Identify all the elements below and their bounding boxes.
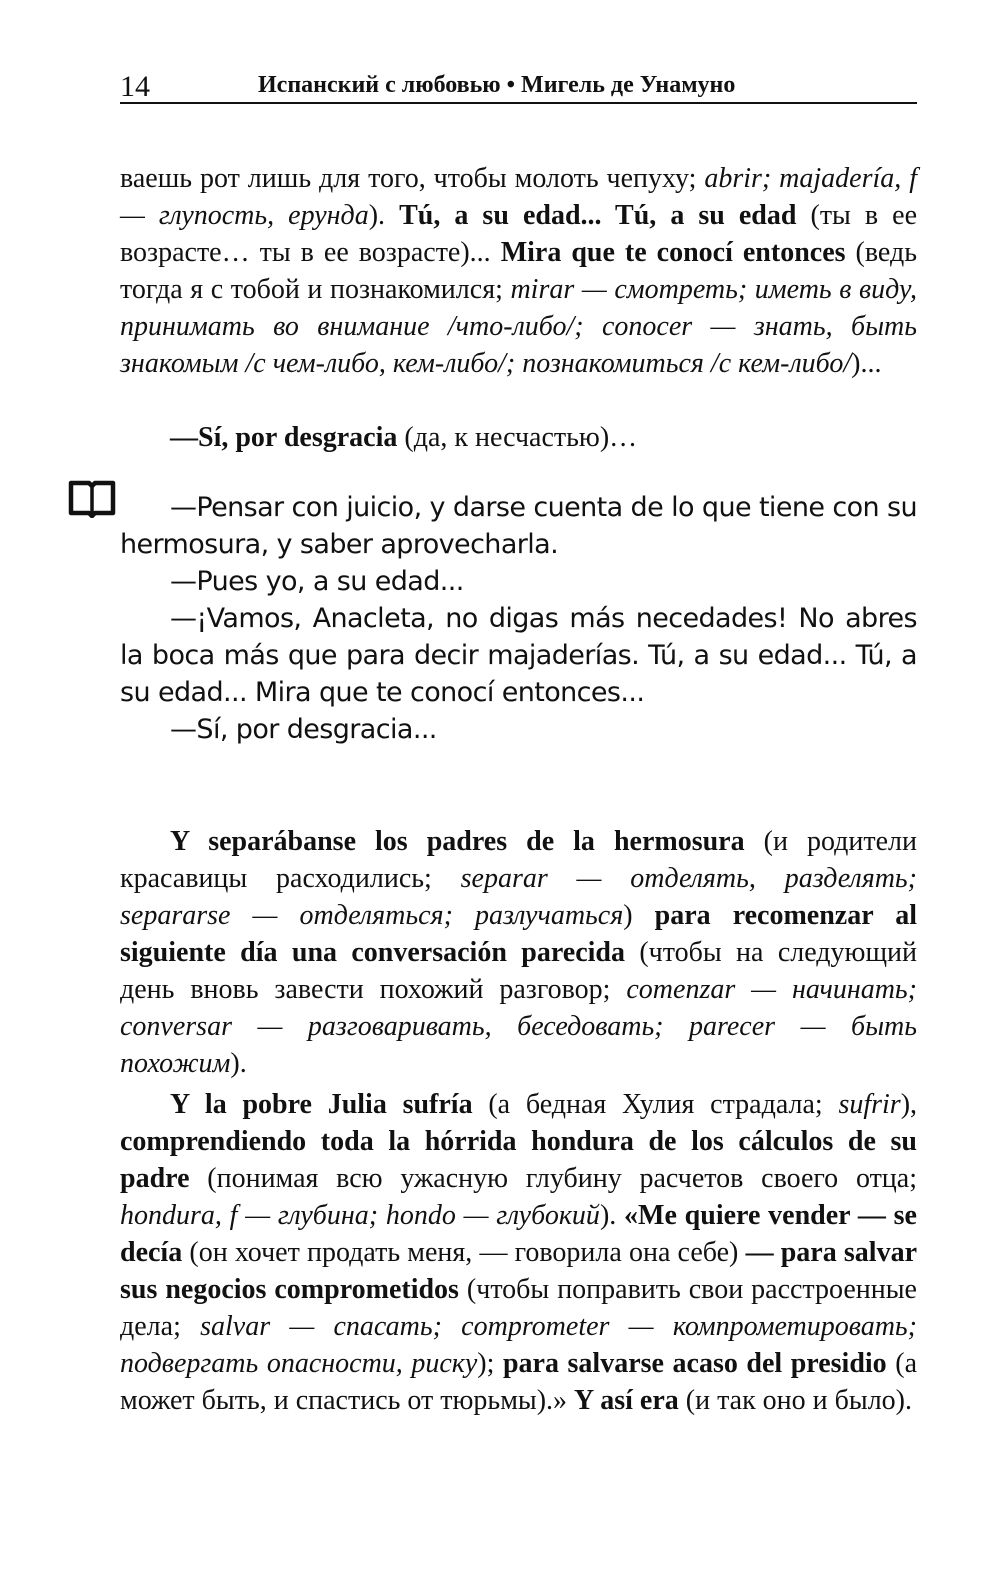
text: (ты в ее возрасте… ты в ее возрасте)... bbox=[120, 200, 918, 268]
text: (и родители красавицы расходились; bbox=[120, 826, 918, 894]
spanish-phrase: comprendiendo toda la hórrida hondura de los cálculos de su padre bbox=[120, 1126, 917, 1194]
text: (ведь тогда я с тобой и познакомился; bbox=[120, 237, 917, 305]
text: (и так оно и было). bbox=[678, 1385, 913, 1416]
gloss: abrir; majadería, f — глупость, ерунда bbox=[120, 163, 918, 231]
text: (да, к несчастью)… bbox=[397, 422, 638, 453]
text: ). bbox=[368, 200, 400, 231]
text: (понимая всю ужасную глубину расчетов своего отца; bbox=[189, 1163, 917, 1194]
text: ). bbox=[599, 1200, 625, 1231]
text: ваешь рот лишь для того, чтобы молоть чепуху; bbox=[120, 163, 705, 194]
text: ). bbox=[230, 1048, 247, 1079]
gloss: hondura, f — глубина; hondo — глубокий bbox=[120, 1200, 600, 1231]
gloss: separar — отделять, разделять; separarse — отделяться; разлучаться bbox=[120, 863, 917, 931]
commentary-paragraph-4 bbox=[120, 1086, 917, 1419]
text: ) bbox=[623, 900, 655, 931]
gloss: comenzar — начинать; conversar — разговаривать, беседовать; parecer — быть похожим bbox=[120, 974, 917, 1079]
text: ); bbox=[477, 1348, 503, 1379]
spanish-phrase: —Sí, por desgracia bbox=[170, 422, 398, 453]
spanish-phrase: Y la pobre Julia sufría bbox=[170, 1089, 473, 1120]
spanish-phrase: Mira que te conocí entonces bbox=[500, 237, 846, 268]
original-text-line-4: —Sí, por desgracia... bbox=[170, 714, 437, 745]
spanish-phrase: — para salvar sus negocios comprometidos bbox=[120, 1237, 917, 1305]
original-text-line-3: —¡Vamos, Anacleta, no digas más necedades! No abres la boca más que para decir majaderías. Tú, a su edad... Tú, a su edad... Mira que te conocí entonces... bbox=[120, 603, 917, 708]
page-number: 14 bbox=[120, 70, 150, 103]
gloss: mirar — смотреть; иметь в виду, принимать во внимание /что-либо/; conocer — знать, быть знакомым /с чем-либо, кем-либо/; познакомиться /с кем-либо/ bbox=[120, 274, 917, 379]
spanish-phrase: Y así era bbox=[574, 1385, 679, 1416]
original-text-line-2: —Pues yo, a su edad... bbox=[170, 566, 464, 597]
spanish-phrase: para salvarse acaso del presidio bbox=[502, 1348, 887, 1379]
commentary-paragraph-3 bbox=[120, 823, 917, 1082]
text: ), bbox=[900, 1089, 918, 1120]
gloss: sufrir bbox=[838, 1089, 901, 1120]
running-title: Испанский с любовью • Мигель де Унамуно bbox=[258, 72, 736, 98]
spanish-phrase: «Me quiere vender — se decía bbox=[120, 1200, 917, 1268]
gloss: salvar — спасать; comprometer — компрометировать; подвергать опасности, риску bbox=[120, 1311, 917, 1379]
text: (он хочет продать меня, — говорила она себе) bbox=[182, 1237, 746, 1268]
text: (а бедная Хулия страдала; bbox=[472, 1089, 839, 1120]
commentary-paragraph-2 bbox=[120, 419, 917, 456]
commentary-paragraph-1 bbox=[120, 160, 917, 382]
spanish-phrase: para recomenzar al siguiente día una conversación parecida bbox=[120, 900, 917, 968]
original-text-line-1: —Pensar con juicio, y darse cuenta de lo que tiene con su hermosura, y saber aprovecharla. bbox=[120, 492, 917, 560]
text: (чтобы на следующий день вновь завести похожий разговор; bbox=[120, 937, 917, 1005]
book-icon bbox=[68, 478, 116, 518]
text: (а может быть, и спастись от тюрьмы).» bbox=[120, 1348, 917, 1416]
spanish-phrase: Tú, a su edad... Tú, a su edad bbox=[399, 200, 797, 231]
text: )... bbox=[851, 348, 882, 379]
text: (чтобы поправить свои расстроенные дела; bbox=[120, 1274, 917, 1342]
spanish-phrase: Y separábanse los padres de la hermosura bbox=[170, 826, 745, 857]
page-header bbox=[120, 68, 917, 104]
